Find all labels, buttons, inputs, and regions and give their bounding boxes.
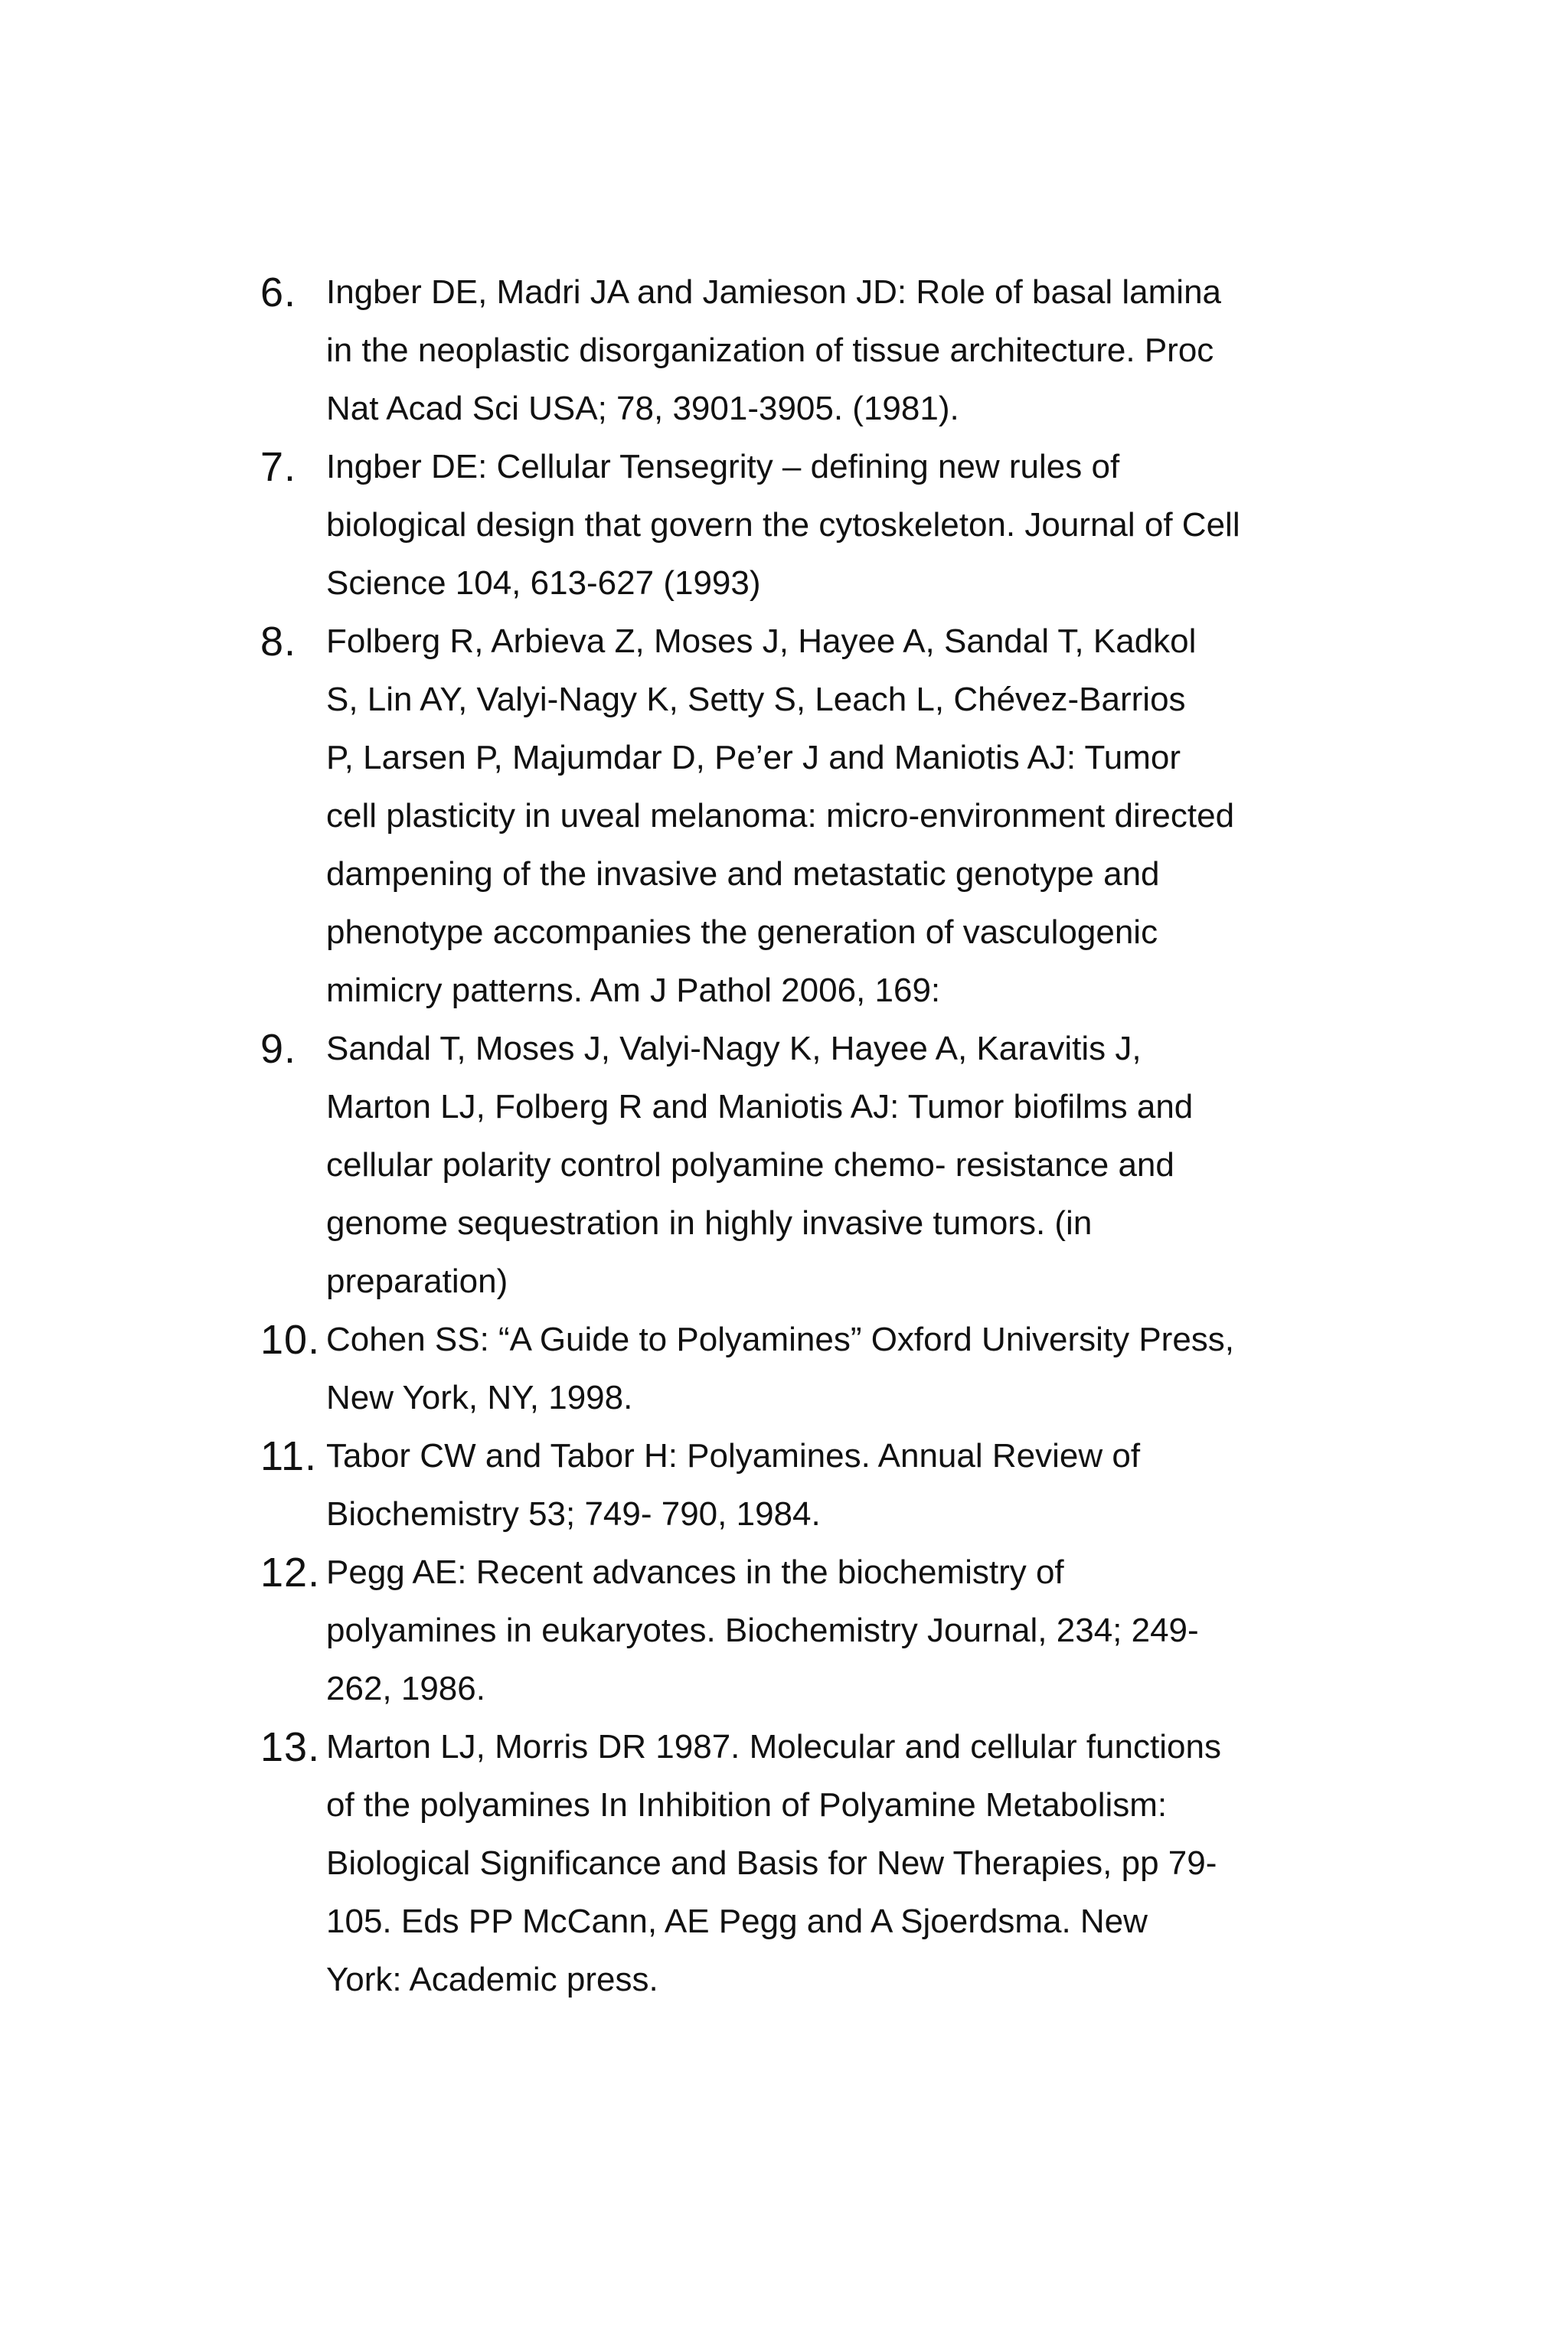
reference-item-9 — [260, 1020, 1317, 1311]
reference-line: S, Lin AY, Valyi-Nagy K, Setty S, Leach L, Chévez-Barrios — [326, 681, 1186, 718]
reference-line: Pegg AE: Recent advances in the biochemistry of — [326, 1553, 1064, 1591]
reference-item-8 — [260, 612, 1317, 1020]
reference-line: of the polyamines In Inhibition of Polyamine Metabolism: — [326, 1786, 1168, 1824]
reference-line: polyamines in eukaryotes. Biochemistry Journal, 234; 249- — [326, 1612, 1199, 1649]
reference-item-7 — [260, 438, 1317, 612]
reference-line: biological design that govern the cytoskeleton. Journal of Cell — [326, 506, 1240, 544]
reference-line: Marton LJ, Folberg R and Maniotis AJ: Tumor biofilms and — [326, 1088, 1194, 1125]
reference-number: 6. — [260, 270, 297, 315]
reference-number: 12. — [260, 1550, 321, 1596]
reference-item-6 — [260, 263, 1317, 438]
reference-line: Tabor CW and Tabor H: Polyamines. Annual Review of — [326, 1437, 1141, 1475]
reference-line: Ingber DE, Madri JA and Jamieson JD: Role of basal lamina — [326, 273, 1222, 311]
reference-item-10 — [260, 1311, 1317, 1427]
reference-number: 10. — [260, 1317, 321, 1363]
reference-line: cell plasticity in uveal melanoma: micro-environment directed — [326, 797, 1235, 835]
reference-line: dampening of the invasive and metastatic genotype and — [326, 855, 1160, 893]
reference-line: Biochemistry 53; 749- 790, 1984. — [326, 1495, 821, 1533]
reference-line: New York, NY, 1998. — [326, 1379, 633, 1416]
reference-line: Ingber DE: Cellular Tensegrity – defining new rules of — [326, 448, 1120, 485]
reference-line: P, Larsen P, Majumdar D, Pe’er J and Maniotis AJ: Tumor — [326, 739, 1181, 776]
reference-line: York: Academic press. — [326, 1961, 658, 1998]
reference-number: 7. — [260, 444, 297, 490]
reference-line: Nat Acad Sci USA; 78, 3901-3905. (1981). — [326, 390, 959, 427]
reference-item-13 — [260, 1718, 1317, 2009]
reference-number: 11. — [260, 1433, 318, 1479]
reference-line: genome sequestration in highly invasive tumors. (in — [326, 1204, 1093, 1242]
reference-line: 105. Eds PP McCann, AE Pegg and A Sjoerdsma. New — [326, 1903, 1148, 1940]
reference-line: in the neoplastic disorganization of tissue architecture. Proc — [326, 332, 1214, 369]
reference-item-11 — [260, 1427, 1317, 1544]
reference-number: 8. — [260, 619, 297, 665]
reference-line: Marton LJ, Morris DR 1987. Molecular and cellular functions — [326, 1728, 1221, 1766]
reference-line: cellular polarity control polyamine chemo- resistance and — [326, 1146, 1174, 1184]
reference-line: Science 104, 613-627 (1993) — [326, 564, 761, 602]
reference-line: phenotype accompanies the generation of vasculogenic — [326, 913, 1158, 951]
reference-line: Cohen SS: “A Guide to Polyamines” Oxford University Press, — [326, 1321, 1235, 1358]
reference-line: Sandal T, Moses J, Valyi-Nagy K, Hayee A, Karavitis J, — [326, 1030, 1142, 1067]
reference-number: 9. — [260, 1026, 297, 1072]
reference-number: 13. — [260, 1724, 321, 1770]
reference-line: Folberg R, Arbieva Z, Moses J, Hayee A, Sandal T, Kadkol — [326, 622, 1197, 660]
reference-line: preparation) — [326, 1263, 508, 1300]
reference-line: 262, 1986. — [326, 1670, 485, 1707]
reference-item-12 — [260, 1544, 1317, 1718]
reference-line: Biological Significance and Basis for New Therapies, pp 79- — [326, 1844, 1217, 1882]
reference-line: mimicry patterns. Am J Pathol 2006, 169: — [326, 972, 941, 1009]
